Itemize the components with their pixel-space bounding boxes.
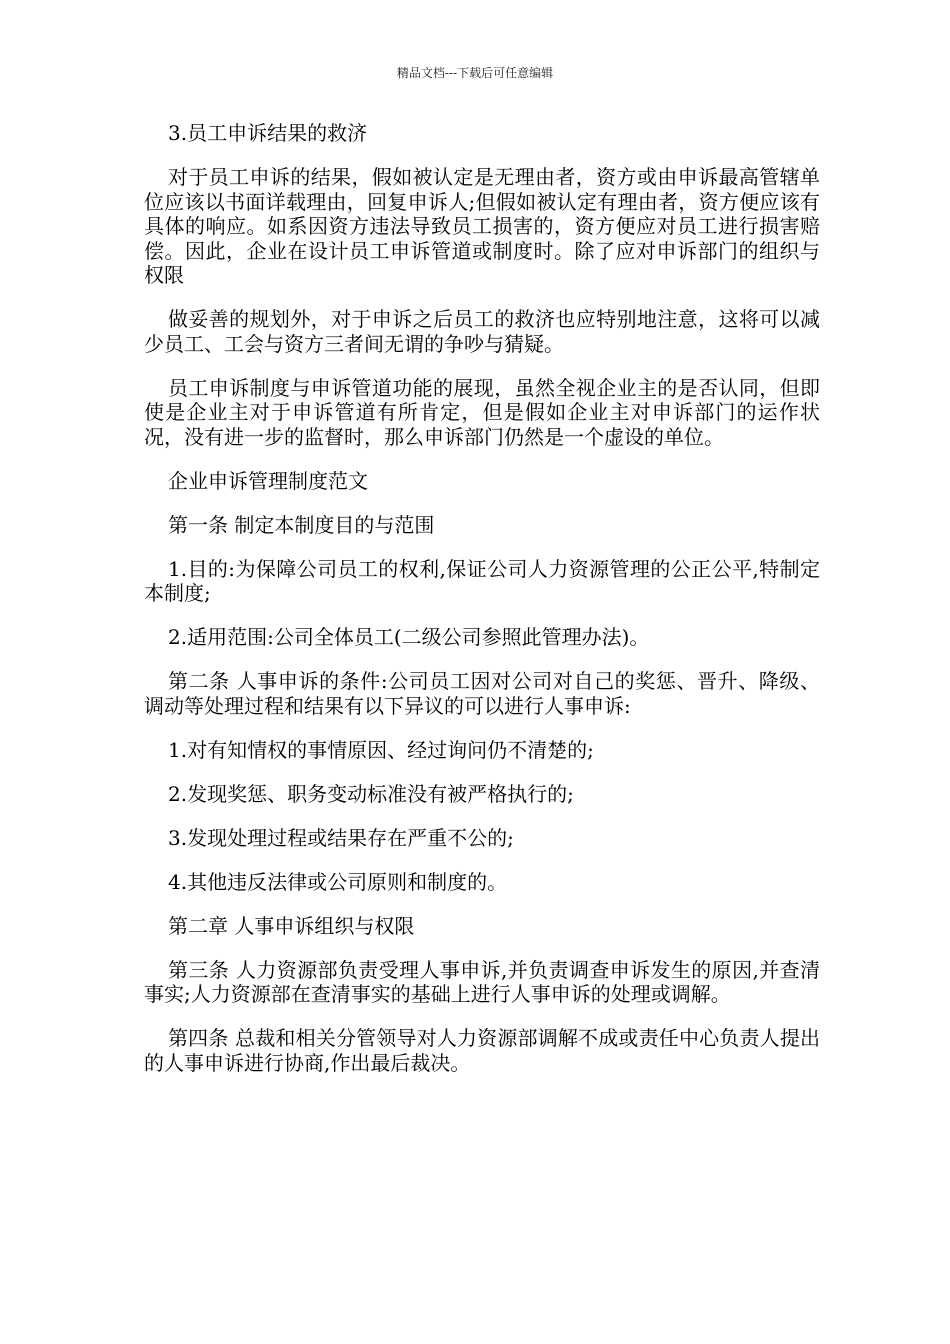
article-4-paragraph: 第四条 总裁和相关分管领导对人力资源部调解不成或责任中心负责人提出的人事申诉进行协商,作出最后裁决。 [144, 1026, 820, 1075]
paragraph: 做妥善的规划外，对于申诉之后员工的救济也应特别地注意，这将可以减少员工、工会与资方三者间无谓的争吵与猜疑。 [144, 307, 820, 356]
document-body [144, 121, 820, 1075]
list-item: 4.其他违反法律或公司原则和制度的。 [168, 869, 508, 894]
list-item: 3.发现处理过程或结果存在严重不公的; [168, 825, 514, 850]
list-item: 2.发现奖惩、职务变动标准没有被严格执行的; [168, 781, 574, 806]
paragraph-section-3-title: 3.员工申诉结果的救济 [168, 121, 368, 145]
document-subtitle: 企业申诉管理制度范文 [168, 468, 368, 493]
list-item: 2.适用范围:公司全体员工(二级公司参照此管理办法)。 [168, 625, 650, 649]
list-item: 1.对有知情权的事情原因、经过询问仍不清楚的; [168, 737, 594, 762]
paragraph: 员工申诉制度与申诉管道功能的展现，虽然全视企业主的是否认同，但即使是企业主对于申诉管道有所肯定，但是假如企业主对申诉部门的运作状况，没有进一步的监督时，那么申诉部门仍然是一个虚设的单位。 [144, 375, 820, 449]
article-2-paragraph: 第二条 人事申诉的条件:公司员工因对公司对自己的奖惩、晋升、降级、调动等处理过程和结果有以下异议的可以进行人事申诉: [144, 669, 820, 718]
page-header: 精品文档---下载后可任意编辑 [396, 66, 554, 80]
paragraph: 对于员工申诉的结果，假如被认定是无理由者，资方或由申诉最高管辖单位应该以书面详载理由，回复申诉人;但假如被认定有理由者，资方便应该有具体的响应。如系因资方违法导致员工损害的，资方便应对员工进行损害赔偿。因此，企业在设计员工申诉管道或制度时。除了应对申诉部门的组织与权限 [144, 165, 820, 287]
list-item: 1.目的:为保障公司员工的权利,保证公司人力资源管理的公正公平,特制定本制度; [144, 556, 820, 605]
article-1-heading: 第一条 制定本制度目的与范围 [168, 512, 435, 537]
chapter-2-heading: 第二章 人事申诉组织与权限 [168, 913, 415, 938]
article-3-paragraph: 第三条 人力资源部负责受理人事申诉,并负责调查申诉发生的原因,并查清事实;人力资源部在查清事实的基础上进行人事申诉的处理或调解。 [144, 957, 820, 1006]
